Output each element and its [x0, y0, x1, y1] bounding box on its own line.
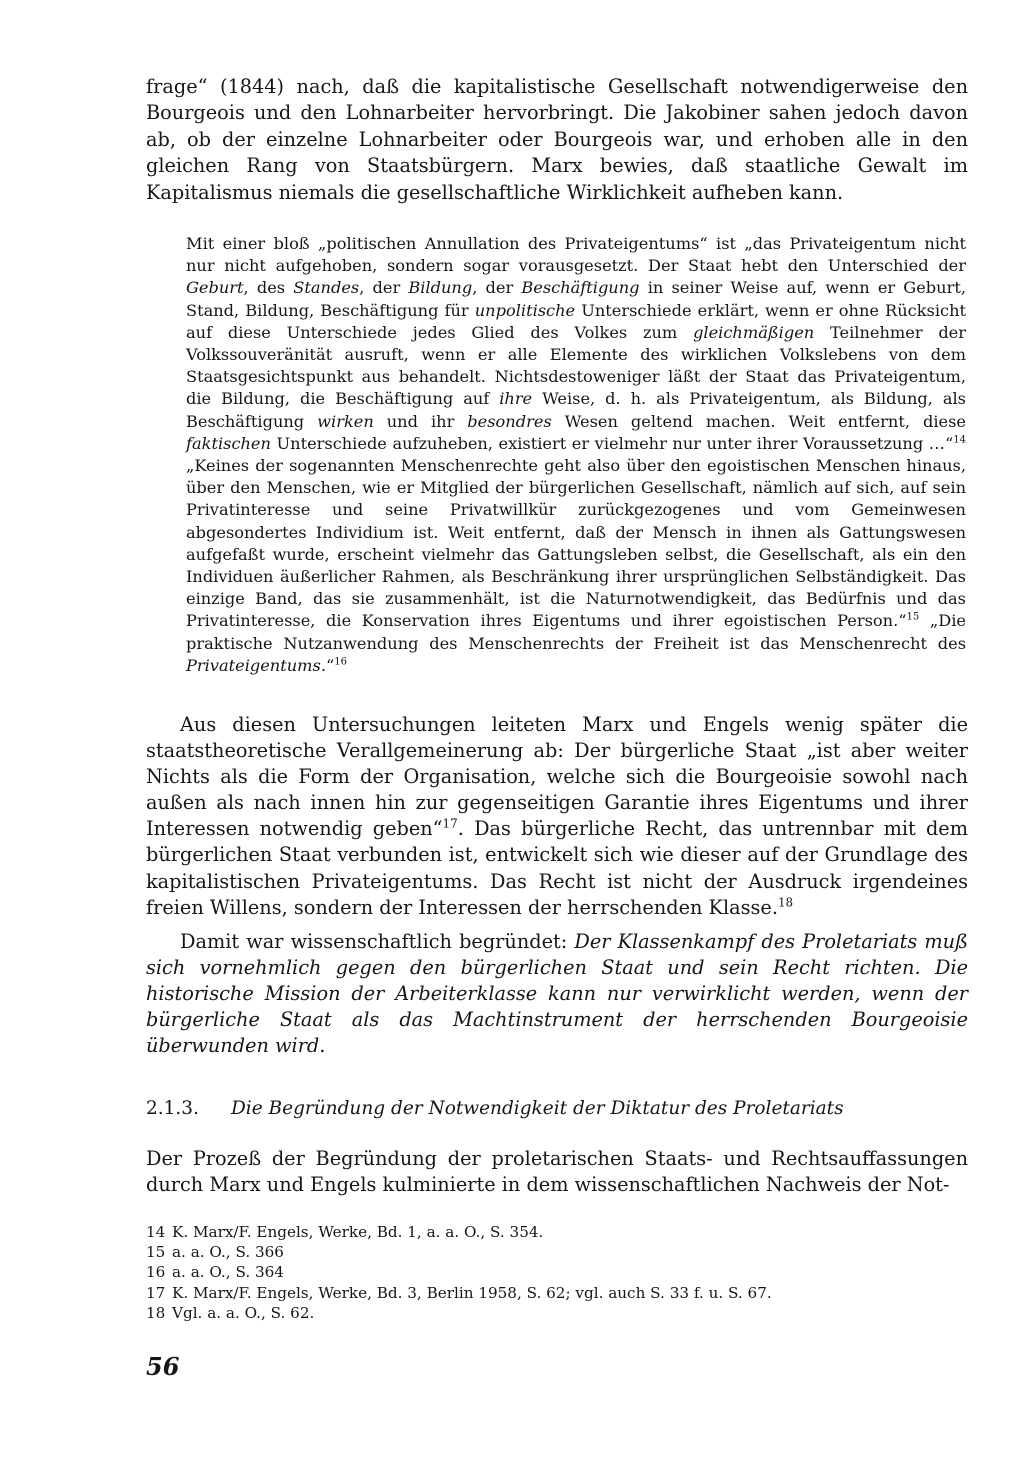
footnote-item: [146, 1222, 968, 1242]
quote-emphasis: Privateigentums: [186, 655, 321, 675]
body-paragraph-3: [146, 929, 968, 1059]
footnote-item: [146, 1303, 968, 1323]
quote-emphasis: wirken: [317, 411, 374, 431]
footnote-number: 16: [146, 1263, 166, 1282]
footnote-text: K. Marx/F. Engels, Werke, Bd. 1, a. a. O., S. 354.: [172, 1223, 544, 1241]
quote-text: Weise, d. h. als Privateigentum, als Bildung, als Beschäftigung: [186, 389, 966, 431]
footnotes-list: [146, 1222, 968, 1323]
quote-text: , des: [243, 278, 294, 298]
quote-text: Unterschiede aufzuheben, existiert er vielmehr nur unter ihrer Voraussetzung …“: [270, 433, 954, 453]
footnote-number: 14: [146, 1223, 166, 1241]
footnote-text: a. a. O., S. 366: [172, 1243, 284, 1262]
paragraph-emphasis: Der Klassenkampf des Proletariats muß sich vornehmlich gegen den bürgerlichen Staat und sein Recht richten. Die historische Mission der Arbeiterklasse kann nur verwirklicht werden, wenn der bürgerliche Staat als das Machtinstrument der herrschenden Bourgeoisie überwunden wird.: [146, 930, 968, 1058]
quote-text: und ihr: [373, 411, 468, 431]
body-paragraph-4: Der Prozeß der Begründung der proletarischen Staats- und Rechtsauffassungen durch Marx und Engels kulminierte in dem wissenschaftlichen Nachweis der Not-: [146, 1147, 968, 1197]
quote-text: Mit einer bloß „politischen Annullation des Privateigentums“ ist „das Privateigentum nicht nur nicht aufgehoben, sondern sogar vorausgesetzt. Der Staat hebt den Unterschied der: [186, 234, 966, 276]
footnote-number: 15: [146, 1243, 166, 1262]
footnote-ref-15: 15: [906, 612, 920, 624]
footnote-ref-17: 17: [442, 816, 458, 831]
body-paragraph-1: frage“ (1844) nach, daß die kapitalistische Gesellschaft notwendigerweise den Bourgeois und den Lohnarbeiter hervorbringt. Die Jakobiner sahen jedoch davon ab, ob der einzelne Lohnarbeiter oder Bourgeois war, und erhoben alle in den gleichen Rang von Staatsbürgern. Marx bewies, daß staatliche Gewalt im Kapitalismus niemals die gesellschaftliche Wirklichkeit aufheben kann.: [146, 75, 968, 204]
quote-text: Unterschiede erklärt, wenn er ohne Rücksicht auf diese Unterschiede jedes Glied des Volkes zum: [186, 300, 967, 342]
section-title: Die Begründung der Notwendigkeit der Diktatur des Proletariats: [230, 1098, 844, 1119]
footnote-ref-18: 18: [777, 895, 794, 910]
quote-emphasis: Bildung: [408, 278, 473, 298]
quote-emphasis: faktischen: [186, 433, 271, 453]
quote-text: in seiner Weise auf, wenn er Geburt, Stand, Bildung, Beschäftigung für: [186, 278, 966, 320]
quote-text: , der: [359, 278, 409, 298]
page-number: 56: [146, 1352, 180, 1381]
quote-text: .“: [320, 655, 335, 675]
quote-emphasis: Standes: [293, 278, 360, 298]
footnote-number: 18: [146, 1303, 166, 1322]
quote-text: Wesen geltend machen. Weit entfernt, diese: [551, 411, 966, 431]
paragraph-text: . Das bürgerliche Recht, das untrennbar mit dem bürgerlichen Staat verbunden ist, entwickelt sich wie dieser auf der Grundlage des kapitalistischen Privateigentums. Das Recht ist nicht der Ausdruck irgendeines freien Willens, sondern der Interessen der herrschenden Klasse.: [146, 817, 968, 919]
footnote-text: K. Marx/F. Engels, Werke, Bd. 3, Berlin 1958, S. 62; vgl. auch S. 33 f. u. S. 67.: [172, 1283, 772, 1302]
footnote-ref-16: 16: [334, 656, 348, 668]
footnote-text: Vgl. a. a. O., S. 62.: [172, 1303, 315, 1322]
paragraph-text: Aus diesen Untersuchungen leiteten Marx und Engels wenig später die staatstheoretische Verallgemeinerung ab: Der bürgerliche Staat „ist aber weiter Nichts als die Form der Organisation, welche sich die Bourgeoisie sowohl nach außen als nach innen hin zur gegenseitigen Garantie ihres Eigentums und ihrer Interessen notwendig geben“: [146, 713, 968, 841]
quote-emphasis: ihre: [499, 389, 533, 409]
block-quotation: [186, 233, 966, 677]
section-heading: [146, 1096, 968, 1122]
footnote-number: 17: [146, 1283, 166, 1302]
quote-text: , der: [472, 278, 522, 298]
body-paragraph-2: [146, 712, 968, 921]
footnote-item: [146, 1262, 968, 1282]
paragraph-text: Damit war wissenschaftlich begründet:: [180, 930, 575, 953]
quote-emphasis: Geburt: [186, 278, 244, 298]
quote-text: „Die praktische Nutzanwendung des Menschenrechts der Freiheit ist das Menschenrecht des: [186, 611, 966, 653]
quote-text: „Keines der sogenannten Menschenrechte geht also über den egoistischen Menschen hinaus, über den Menschen, wie er Mitglied der bürgerlichen Gesellschaft, nämlich auf sich, auf sein Privatinteresse und seine Privatwillkür zurückgezogenes und vom Gemeinwesen abgesondertes Individium ist. Weit entfernt, daß der Mensch in ihnen als Gattungswesen aufgefaßt wurde, erscheint vielmehr das Gattungsleben selbst, die Gesellschaft, als ein den Individuen äußerlicher Rahmen, als Beschränkung ihrer ursprünglichen Selbständigkeit. Das einzige Band, das sie zusammenhält, ist die Naturnotwendigkeit, das Bedürfnis und das Privatinteresse, die Konservation ihres Eigentums und ihrer egoistischen Person.“: [186, 456, 966, 631]
footnote-item: [146, 1242, 968, 1262]
footnote-text: a. a. O., S. 364: [172, 1263, 284, 1282]
footnote-ref-14: 14: [953, 434, 966, 446]
quote-emphasis: Beschäftigung: [521, 278, 640, 298]
quote-emphasis: besondres: [467, 411, 552, 431]
footnote-item: [146, 1283, 968, 1303]
section-number: 2.1.3.: [146, 1098, 199, 1119]
quote-text: Teilnehmer der Volkssouveränität ausruft, wenn er alle Elemente des wirklichen Volkslebens von dem Staatsgesichtspunkt aus behandelt. Nichtsdestoweniger läßt der Staat das Privateigentum, die Bildung, die Beschäftigung auf: [186, 322, 967, 409]
quote-emphasis: unpolitische: [474, 300, 576, 320]
quote-emphasis: gleichmäßigen: [693, 322, 815, 342]
